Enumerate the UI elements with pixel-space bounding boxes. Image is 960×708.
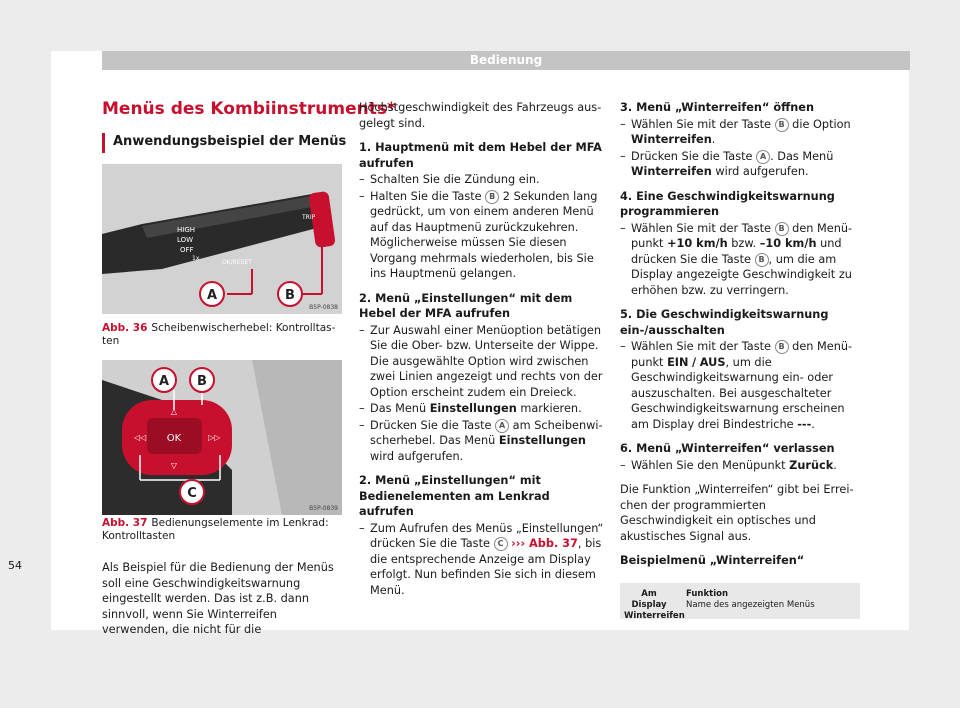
key-b-icon: B <box>775 340 789 354</box>
label-1x: 1x <box>192 255 200 262</box>
key-b-icon: B <box>775 118 789 132</box>
section-subtitle: Anwendungsbeispiel der Menüs <box>102 133 353 153</box>
figure-code: B5P-0839 <box>309 505 338 512</box>
label-A: A <box>158 374 170 389</box>
key-a-icon: A <box>495 419 509 433</box>
bullet-item: – Wählen Sie mit der Taste B den Menüpunkt EIN / AUS, um die Geschwindigkeitswarnung ein- oder auszuschalten. Bei ausgeschalteter Geschwindigkeitswarnung erscheinen am Display drei Bindestriche ---. <box>620 339 860 432</box>
bullet-item: – Wählen Sie mit der Taste B den Menüpunkt +10 km/h bzw. –10 km/h und drücken Sie die Taste B , um die am Display angezeigte Geschwindigkeit zu erhöhen bzw. zu verringern. <box>620 221 860 299</box>
figure-caption-text: Bedienungselemente im Lenkrad: Kontrolltasten <box>102 517 329 542</box>
header-bar: Bedienung <box>102 51 910 70</box>
bullet-item: – Drücken Sie die Taste A am Scheibenwischerhebel. Das Menü Einstellungen wird aufgerufen. <box>359 418 604 465</box>
svg-text:◁◁: ◁◁ <box>134 433 147 442</box>
figure-code: B5P-0838 <box>309 304 338 311</box>
key-b-icon: B <box>755 253 769 267</box>
step-heading: 2. Menü „Einstellungen“ mit Bedienelementen am Lenkrad aufrufen <box>359 474 550 518</box>
svg-text:▽: ▽ <box>170 461 178 470</box>
figure-reference-link[interactable]: ››› Abb. 37 <box>511 537 578 550</box>
bullet-item: – Zum Aufrufen des Menüs „Einstellungen“ drücken Sie die Taste C ››› Abb. 37, bis die entsprechende Anzeige am Display erfolgt. Nun befinden Sie sich in diesem Menü. <box>359 521 604 599</box>
table-cell-function: Funktion Name des angezeigten Menüs <box>686 589 815 610</box>
step-heading: 6. Menü „Winterreifen“ verlassen <box>620 442 835 455</box>
bullet-item: – Halten Sie die Taste B 2 Sekunden lang gedrückt, um von einem anderen Menü auf das Hauptmenü zurückzukehren. Möglicherweise müssen Sie diesen Vorgang mehrmals wiederholen, bis Sie ins Hauptmenü gelangen. <box>359 189 604 282</box>
intro-paragraph: Als Beispiel für die Bedienung der Menüs soll eine Geschwindigkeitswarnung eingestellt werden. Das ist z.B. dann sinnvoll, wenn Sie Winterreifen verwenden, die nicht für die <box>102 561 334 636</box>
figure-number: Abb. 37 <box>102 517 148 529</box>
table-cell-display: Am Display Winterreifen <box>624 589 685 621</box>
bullet-item: – Wählen Sie mit der Taste B die Option Winterreifen. <box>620 117 860 148</box>
steering-buttons-illustration <box>102 360 342 515</box>
column-3 <box>620 100 860 569</box>
svg-text:▷▷: ▷▷ <box>208 433 221 442</box>
label-ok: OK <box>166 433 182 444</box>
example-heading: Beispielmenü „Winterreifen“ <box>620 554 805 567</box>
label-low: LOW <box>177 236 194 244</box>
svg-text:△: △ <box>170 407 178 416</box>
section-title: Menüs des Kombiinstruments* <box>102 99 396 119</box>
bullet-item: – Wählen Sie den Menüpunkt Zurück. <box>620 458 860 474</box>
bullet-item: – Zur Auswahl einer Menüoption betätigen Sie die Ober- bzw. Unterseite der Wippe. Die ausgewählte Option wird zwischen zwei Linien angezeigt und rechts von der Option erscheint zudem ein Dreieck. <box>359 323 604 401</box>
step-heading: 1. Hauptmenü mit dem Hebel der MFA aufrufen <box>359 141 602 170</box>
step-heading: 3. Menü „Winterreifen“ öffnen <box>620 101 814 114</box>
figure-wiper-lever <box>102 164 342 314</box>
label-trip: TRIP <box>302 214 316 221</box>
label-A: A <box>206 288 218 303</box>
label-off: OFF <box>180 246 194 254</box>
example-table <box>620 583 860 619</box>
figure-caption <box>102 322 342 348</box>
bullet-item: – Drücken Sie die Taste A . Das Menü Winterreifen wird aufgerufen. <box>620 149 860 180</box>
page <box>51 51 909 636</box>
label-B: B <box>197 374 207 389</box>
label-C: C <box>187 486 197 501</box>
wiper-lever-illustration <box>102 164 342 314</box>
key-c-icon: C <box>494 537 508 551</box>
label-high: HIGH <box>177 226 196 234</box>
step-heading: 4. Eine Geschwindigkeitswarnung programmieren <box>620 189 835 218</box>
key-b-icon: B <box>485 190 499 204</box>
page-number: 54 <box>8 559 22 572</box>
label-ok-reset: OK/RESET <box>222 259 252 266</box>
step-heading: 2. Menü „Einstellungen“ mit dem Hebel der MFA aufrufen <box>359 291 573 320</box>
function-paragraph: Die Funktion „Winterreifen“ gibt bei Erreichen der programmierten Geschwindigkeit ein optisches und akustisches Signal aus. <box>620 483 854 543</box>
bullet-item: – Schalten Sie die Zündung ein. <box>359 172 604 188</box>
figure-steering-buttons <box>102 360 342 515</box>
step-heading: 5. Die Geschwindigkeitswarnung ein-/ausschalten <box>620 308 829 337</box>
column-2 <box>359 100 604 598</box>
figure-caption-text: Scheibenwischerhebel: Kontrolltasten <box>102 322 336 347</box>
figure-caption <box>102 517 342 543</box>
label-B: B <box>285 288 295 303</box>
figure-number: Abb. 36 <box>102 322 148 334</box>
key-a-icon: A <box>756 150 770 164</box>
key-b-icon: B <box>775 222 789 236</box>
bullet-item: – Das Menü Einstellungen markieren. <box>359 401 604 417</box>
continuation-text: Höchstgeschwindigkeit des Fahrzeugs ausgelegt sind. <box>359 101 602 130</box>
